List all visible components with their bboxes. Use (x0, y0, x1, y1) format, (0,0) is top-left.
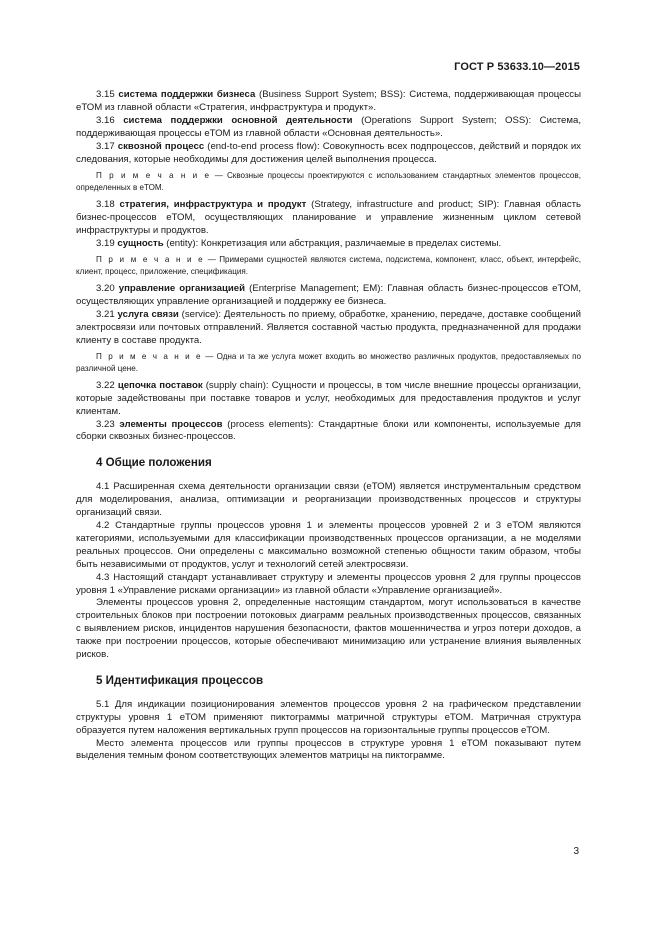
note-label: П р и м е ч а н и е (96, 352, 203, 362)
note-3-17 (76, 170, 581, 192)
document-body (76, 89, 581, 763)
def-number: 3.23 (96, 418, 115, 430)
definition-3-17 (76, 141, 581, 167)
section-5-heading: 5 Идентификация процессов (96, 673, 264, 687)
definition-3-16 (76, 115, 581, 141)
def-number: 3.22 (96, 379, 115, 391)
def-text: (Business Support System; BSS): Система, поддерживающая процессы еТОМ из главной области «Стратегия, инфраструктура и продукт». (76, 89, 581, 113)
def-term: сквозной процесс (117, 140, 205, 152)
def-text: (Enterprise Management; EM): Главная область бизнес-процессов еТОМ, осуществляющих управление организацией и поддержку ее бизнеса. (76, 282, 581, 307)
note-text: — Одна и та же услуга может входить во множество различных продуктов, предоставляемых по различной цене. (76, 352, 581, 373)
paragraph-5-1-cont: Место элемента процессов или группы процессов в структуре уровня 1 еТОМ показывают путем выделения темным фоном соответствующих элементов матрицы на пиктограмме. (76, 737, 581, 762)
paragraph-4-2: 4.2 Стандартные группы процессов уровня 1 и элементы процессов уровней 2 и 3 еТОМ являются категориями, используемыми для классификации производственных процессов организации, а не моделями реальных процессов. Они определены с максимально возможной степенью общности таким образом, чтобы быть независимыми от продуктов, услуг и технологий сетей электросвязи. (76, 519, 581, 570)
def-number: 3.19 (96, 237, 115, 249)
note-3-19 (76, 254, 581, 276)
definition-3-15 (76, 89, 581, 115)
def-term: сущность (117, 237, 164, 249)
paragraph-5-1: 5.1 Для индикации позиционирования элементов процессов уровня 2 на графическом представлении структуры уровня 1 еТОМ применяют пиктограммы матричной структуры еТОМ. Матричная структура образуется путем наложения вертикальных групп процессов на горизонтальные группы процессов еТОМ. (76, 698, 581, 736)
def-term: элементы процессов (119, 418, 223, 430)
def-text: (supply chain): Сущности и процессы, в том числе внешние процессы организации, которые задействованы при поставке товаров и услуг, необходимых для предоставления продуктов и услуг клиентам. (76, 379, 581, 417)
def-number: 3.21 (96, 308, 115, 320)
definition-3-22 (76, 380, 581, 419)
note-label: П р и м е ч а н и е (96, 171, 211, 181)
def-term: система поддержки основной деятельности (123, 114, 353, 126)
section-4-heading: 4 Общие положения (96, 456, 212, 470)
note-3-21 (76, 351, 581, 373)
def-text: (Operations Support System; OSS): Система, поддерживающая процессы еТОМ из главной области «Основная деятельность». (76, 114, 581, 139)
page-number: 3 (573, 846, 579, 857)
note-label: П р и м е ч а н и е (96, 255, 205, 265)
note-text: — Сквозные процессы проектируются с использованием стандартных элементов процессов, определенных в еТОМ. (76, 171, 581, 192)
def-term: управление организацией (118, 282, 246, 294)
definition-3-18 (76, 199, 581, 238)
def-number: 3.15 (96, 89, 115, 100)
def-text: (Strategy, infrastructure and product; SIP): Главная область бизнес-процессов еТОМ, осуществляющих планирование и управление жизненным циклом сетевой инфраструктуры и продуктов. (76, 198, 582, 236)
def-number: 3.18 (96, 198, 115, 210)
def-text: (process elements): Стандартные блоки или компоненты, используемые для сборки сквозных бизнес-процессов. (76, 418, 582, 443)
def-number: 3.20 (96, 282, 115, 294)
def-term: цепочка поставок (117, 379, 203, 391)
def-text: (end-to-end process flow): Совокупность всех подпроцессов, действий и порядок их следования, которые необходимы для достижения целей выполнения процесса. (76, 140, 581, 165)
paragraph-4-3-cont: Элементы процессов уровня 2, определенные настоящим стандартом, могут использоваться в качестве строительных блоков при построении потоковых диаграмм реальных производственных процессов, связанных с выявлением рисков, инцидентов нарушения безопасности, фактов мошенничества и угроз потери доходов, а также при построении процессов, которые обеспечивают минимизацию или устранение влияния выявленных рисков. (76, 597, 581, 661)
note-text: — Примерами сущностей являются система, подсистема, компонент, класс, объект, интерфейс, клиент, процесс, приложение, спецификация. (76, 255, 581, 276)
def-term: система поддержки бизнеса (118, 89, 256, 100)
definition-3-21 (76, 309, 581, 348)
def-term: услуга связи (117, 308, 179, 320)
definition-3-23 (76, 419, 581, 445)
def-text: (entity): Конкретизация или абстракция, различаемые в пределах системы. (163, 237, 502, 249)
paragraph-4-3: 4.3 Настоящий стандарт устанавливает структуру и элементы процессов уровня 2 для группы процессов уровня 1 «Управление рисками организации» из главной области «Управление организацией». (76, 571, 581, 596)
standard-header: ГОСТ Р 53633.10—2015 (454, 61, 580, 73)
def-number: 3.16 (96, 114, 115, 126)
definition-3-20 (76, 283, 581, 309)
def-number: 3.17 (96, 140, 115, 152)
paragraph-4-1: 4.1 Расширенная схема деятельности организации связи (еТОМ) является инструментальным средством для моделирования, анализа, оптимизации и реорганизации производственных процессов и структуры организаций связи. (76, 481, 581, 519)
def-text: (service): Деятельность по приему, обработке, хранению, передаче, доставке сообщений электросвязи или почтовых отправлений. Является составной частью продукта, предназначенной для продажи клиенту в составе продукта. (76, 308, 581, 346)
def-term: стратегия, инфраструктура и продукт (119, 198, 307, 210)
definition-3-19 (76, 238, 581, 251)
